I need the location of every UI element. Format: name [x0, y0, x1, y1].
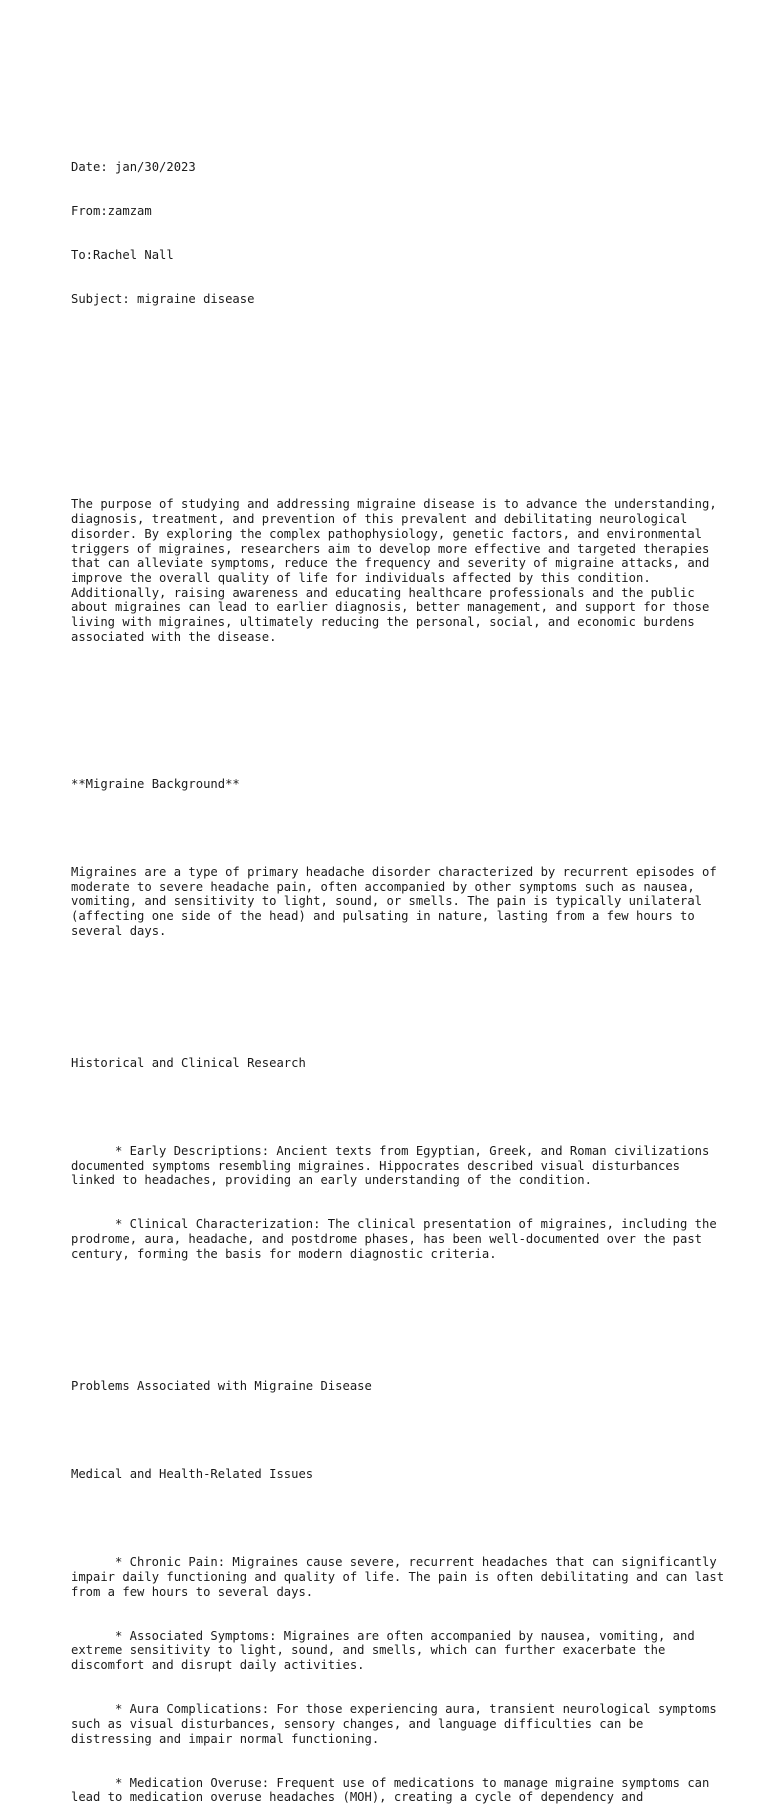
problems-heading: Problems Associated with Migraine Disease: [71, 1378, 372, 1393]
memo-from: From:zamzam: [71, 203, 152, 218]
list-item: * Associated Symptoms: Migraines are often accompanied by nausea, vomiting, and extreme sensitivity to light, sound, and smells, which can further exacerbate the discomfort and disrupt daily activities.: [71, 1628, 703, 1673]
document-page: [71, 101, 731, 1820]
memo-date: Date: jan/30/2023: [71, 159, 196, 174]
list-item: * Aura Complications: For those experiencing aura, transient neurological symptoms such as visual disturbances, sensory changes, and language difficulties can be distressing and impair normal functioning.: [71, 1702, 725, 1746]
memo-subject: Subject: migraine disease: [71, 292, 255, 307]
list-item: * Early Descriptions: Ancient texts from Egyptian, Greek, and Roman civilizations documented symptoms resembling migraines. Hippocrates described visual disturbances linked to headaches, providing an early understanding of the condition.: [71, 1143, 717, 1188]
list-item: * Chronic Pain: Migraines cause severe, recurrent headaches that can significantly impair daily functioning and quality of life. The pain is often debilitating and can last from a few hours to several days.: [71, 1555, 732, 1599]
memo-header: [71, 130, 731, 336]
historical-heading: Historical and Clinical Research: [71, 1055, 306, 1070]
list-item: * Medication Overuse: Frequent use of medications to manage migraine symptoms can lead to medication overuse headaches (MOH), creating a cycle of dependency and: [71, 1775, 717, 1805]
purpose-paragraph: The purpose of studying and addressing migraine disease is to advance the understanding, diagnosis, treatment, and prevention of this prevalent and debilitating neurological disorder. By exploring the complex pathophysiology, genetic factors, and environmental triggers of migraines, researchers aim to develop more effective and targeted therapies that can alleviate symptoms, reduce the frequency and severity of migraine attacks, and improve the overall quality of life for individuals affected by this condition. Additionally, raising awareness and educating healthcare professionals and the public about migraines can lead to earlier diagnosis, better management, and support for those living with migraines, ultimately reducing the personal, social, and economic burdens associated with the disease.: [71, 497, 725, 644]
background-heading: **Migraine Background**: [71, 776, 240, 791]
background-paragraph: Migraines are a type of primary headache disorder characterized by recurrent episodes of moderate to severe headache pain, often accompanied by other symptoms such as nausea, vomiting, and sensitivity to light, sound, or smells. The pain is typically unilateral (affecting one side of the head) and pulsating in nature, lasting from a few hours to several days.: [71, 864, 725, 938]
list-item: * Clinical Characterization: The clinical presentation of migraines, including the prodrome, aura, headache, and postdrome phases, has been well-documented over the past century, forming the basis for modern diagnostic criteria.: [71, 1217, 725, 1261]
memo-to: To:Rachel Nall: [71, 248, 174, 263]
problems-subheading: Medical and Health-Related Issues: [71, 1466, 314, 1481]
